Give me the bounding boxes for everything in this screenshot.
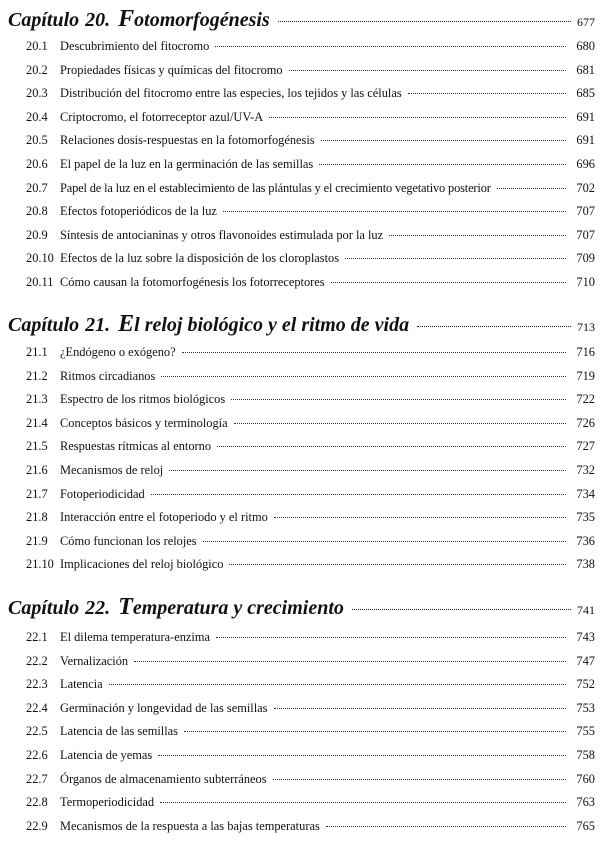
toc-entry[interactable] [26, 697, 595, 721]
chapter-heading[interactable] [8, 594, 595, 621]
toc-entry[interactable] [26, 177, 595, 201]
section-page: 760 [576, 771, 595, 786]
section-number: 21.4 [26, 415, 48, 430]
section-title: Termoperiodicidad [60, 795, 155, 810]
toc-entry[interactable] [26, 388, 595, 412]
chapter-title-rest: otomorfogénesis [134, 9, 270, 31]
section-page: 732 [576, 462, 595, 477]
section-title: Órganos de almacenamiento subterráneos [60, 771, 267, 786]
toc-entry[interactable] [26, 129, 595, 153]
section-number: 21.1 [26, 345, 48, 359]
section-page: 763 [576, 795, 595, 810]
dot-leader [352, 609, 571, 610]
section-page: 709 [576, 251, 595, 266]
toc-entry[interactable] [26, 744, 595, 768]
chapter-page: 677 [577, 15, 595, 29]
dot-leader [321, 140, 566, 141]
toc-entry[interactable] [26, 247, 595, 271]
section-title: Síntesis de antocianinas y otros flavonoides estimulada por la luz [60, 227, 384, 242]
section-title: Ritmos circadianos [60, 368, 156, 383]
section-page: 710 [576, 274, 595, 289]
section-page: 685 [576, 86, 595, 101]
toc-entry[interactable] [26, 553, 595, 577]
section-title: El dilema temperatura-enzima [60, 630, 210, 644]
toc-entry[interactable] [26, 483, 595, 507]
dot-leader [215, 46, 566, 47]
section-page: 681 [576, 62, 595, 77]
section-title: Germinación y longevidad de las semillas [60, 700, 268, 715]
chapter-number: 21. [85, 314, 111, 336]
section-number: 21.3 [26, 392, 48, 407]
section-page: 738 [576, 557, 595, 572]
toc-entry[interactable] [26, 153, 595, 177]
section-title: Propiedades físicas y químicas del fitocromo [60, 62, 283, 77]
section-title: Relaciones dosis-respuestas en la fotomorfogénesis [60, 133, 315, 148]
dot-leader [289, 70, 566, 71]
section-page: 735 [576, 510, 595, 525]
toc-entry[interactable] [26, 791, 595, 815]
dot-leader [345, 258, 566, 259]
dot-leader [331, 282, 566, 283]
chapter-title-rest: emperatura y crecimiento [132, 597, 344, 619]
chapter-label: Capítulo [8, 9, 80, 31]
toc-entry[interactable] [26, 35, 595, 59]
section-number: 20.10 [26, 251, 54, 266]
section-page: 758 [576, 747, 595, 762]
chapter-title-initial: T [118, 594, 133, 620]
section-number: 22.3 [26, 677, 48, 692]
section-page: 722 [576, 392, 595, 407]
section-list-21 [26, 341, 595, 577]
dot-leader [274, 517, 566, 518]
section-title: Latencia [60, 677, 103, 692]
section-number: 22.4 [26, 700, 48, 715]
dot-leader [326, 826, 566, 827]
section-number: 20.3 [26, 86, 48, 101]
section-number: 21.10 [26, 557, 54, 572]
section-list-22 [26, 626, 595, 838]
section-page: 691 [576, 109, 595, 124]
toc-entry[interactable] [26, 271, 595, 295]
section-page: 747 [576, 653, 595, 668]
section-page: 702 [576, 180, 595, 195]
section-title: Latencia de yemas [60, 747, 153, 762]
toc-entry[interactable] [26, 768, 595, 792]
section-number: 20.7 [26, 180, 48, 195]
toc-entry[interactable] [26, 365, 595, 389]
dot-leader [497, 188, 566, 189]
dot-leader [319, 164, 566, 165]
section-title: Mecanismos de reloj [60, 462, 164, 477]
dot-leader [216, 637, 566, 638]
section-number: 22.5 [26, 724, 48, 739]
toc-entry[interactable] [26, 626, 595, 650]
chapter-22 [8, 594, 595, 621]
section-page: 726 [576, 415, 595, 430]
dot-leader [278, 21, 571, 22]
chapter-title-initial: F [118, 6, 135, 32]
toc-entry[interactable] [26, 650, 595, 674]
dot-leader [223, 211, 566, 212]
chapter-title [118, 311, 409, 338]
section-number: 22.9 [26, 818, 48, 833]
section-page: 707 [576, 227, 595, 242]
toc-entry[interactable] [26, 673, 595, 697]
section-number: 21.9 [26, 533, 48, 548]
chapter-title [118, 594, 344, 621]
section-number: 22.1 [26, 630, 48, 644]
chapter-page: 713 [577, 320, 595, 334]
section-title: Conceptos básicos y terminología [60, 415, 228, 430]
section-page: 716 [576, 345, 595, 359]
dot-leader [182, 352, 566, 353]
chapter-label: Capítulo [8, 314, 80, 336]
toc-entry[interactable] [26, 459, 595, 483]
section-number: 20.5 [26, 133, 48, 148]
dot-leader [231, 399, 566, 400]
section-page: 736 [576, 533, 595, 548]
dot-leader [417, 326, 571, 327]
section-number: 20.11 [26, 274, 54, 289]
chapter-number: 22. [85, 597, 111, 619]
dot-leader [158, 755, 566, 756]
section-page: 727 [576, 439, 595, 454]
section-number: 21.6 [26, 462, 48, 477]
dot-leader [169, 470, 566, 471]
section-number: 20.1 [26, 39, 48, 53]
chapter-number: 20. [85, 9, 111, 31]
section-number: 22.2 [26, 653, 48, 668]
chapter-heading[interactable] [8, 6, 595, 33]
section-number: 21.8 [26, 510, 48, 525]
section-number: 22.8 [26, 795, 48, 810]
section-page: 752 [576, 677, 595, 692]
section-number: 20.6 [26, 156, 48, 171]
chapter-label: Capítulo [8, 597, 80, 619]
section-title: Interacción entre el fotoperiodo y el ritmo [60, 510, 268, 525]
section-title: Papel de la luz en el establecimiento de las plántulas y el crecimiento vegetativo posterior [60, 180, 491, 195]
section-number: 22.6 [26, 747, 48, 762]
section-title: Latencia de las semillas [60, 724, 179, 739]
dot-leader [203, 541, 566, 542]
section-title: Mecanismos de la respuesta a las bajas temperaturas [60, 818, 320, 833]
toc-entry[interactable] [26, 720, 595, 744]
toc-entry[interactable] [26, 506, 595, 530]
toc-entry[interactable] [26, 412, 595, 436]
toc-entry[interactable] [26, 59, 595, 83]
toc-entry[interactable] [26, 200, 595, 224]
section-page: 680 [576, 39, 595, 53]
dot-leader [273, 779, 566, 780]
section-title: Efectos fotoperiódicos de la luz [60, 204, 217, 219]
section-number: 21.5 [26, 439, 48, 454]
toc-entry[interactable] [26, 530, 595, 554]
dot-leader [389, 235, 566, 236]
toc-entry[interactable] [26, 435, 595, 459]
section-number: 20.8 [26, 204, 48, 219]
dot-leader [184, 731, 566, 732]
section-number: 22.7 [26, 771, 48, 786]
section-title: Respuestas rítmicas al entorno [60, 439, 212, 454]
dot-leader [217, 446, 566, 447]
chapter-heading[interactable] [8, 311, 595, 338]
chapter-title-rest: l reloj biológico y el ritmo de vida [134, 314, 410, 336]
section-title: Implicaciones del reloj biológico [60, 557, 224, 572]
dot-leader [234, 423, 566, 424]
toc-entry[interactable] [26, 341, 595, 365]
toc-entry[interactable] [26, 106, 595, 130]
section-number: 20.9 [26, 227, 48, 242]
dot-leader [408, 93, 566, 94]
toc-entry[interactable] [26, 224, 595, 248]
section-title: El papel de la luz en la germinación de las semillas [60, 156, 314, 171]
section-title: Distribución del fitocromo entre las especies, los tejidos y las células [60, 86, 402, 101]
dot-leader [160, 802, 566, 803]
dot-leader [134, 661, 566, 662]
section-title: Efectos de la luz sobre la disposición de los cloroplastos [60, 251, 340, 266]
chapter-title-initial: E [118, 311, 135, 337]
section-title: Cómo causan la fotomorfogénesis los fotorreceptores [60, 274, 325, 289]
toc-entry[interactable] [26, 815, 595, 839]
toc-entry[interactable] [26, 82, 595, 106]
section-title: Cómo funcionan los relojes [60, 533, 197, 548]
section-page: 743 [576, 630, 595, 644]
section-title: Descubrimiento del fitocromo [60, 39, 210, 53]
section-page: 734 [576, 486, 595, 501]
chapter-21 [8, 311, 595, 338]
dot-leader [151, 494, 566, 495]
section-title: Espectro de los ritmos biológicos [60, 392, 226, 407]
dot-leader [161, 376, 566, 377]
dot-leader [274, 708, 567, 709]
section-title: Criptocromo, el fotorreceptor azul/UV-A [60, 109, 264, 124]
chapter-page: 741 [577, 603, 595, 617]
dot-leader [269, 117, 566, 118]
section-page: 707 [576, 204, 595, 219]
section-page: 755 [576, 724, 595, 739]
section-title: Fotoperiodicidad [60, 486, 145, 501]
section-number: 20.4 [26, 109, 48, 124]
section-list-20 [26, 35, 595, 295]
section-number: 20.2 [26, 62, 48, 77]
section-page: 753 [576, 700, 595, 715]
section-page: 696 [576, 156, 595, 171]
section-title: ¿Endógeno o exógeno? [60, 345, 176, 359]
section-title: Vernalización [60, 653, 129, 668]
section-page: 719 [576, 368, 595, 383]
dot-leader [229, 564, 566, 565]
section-page: 765 [576, 818, 595, 833]
chapter-title [118, 6, 270, 33]
section-number: 21.2 [26, 368, 48, 383]
section-page: 691 [576, 133, 595, 148]
dot-leader [109, 684, 566, 685]
chapter-20 [8, 6, 595, 33]
section-number: 21.7 [26, 486, 48, 501]
